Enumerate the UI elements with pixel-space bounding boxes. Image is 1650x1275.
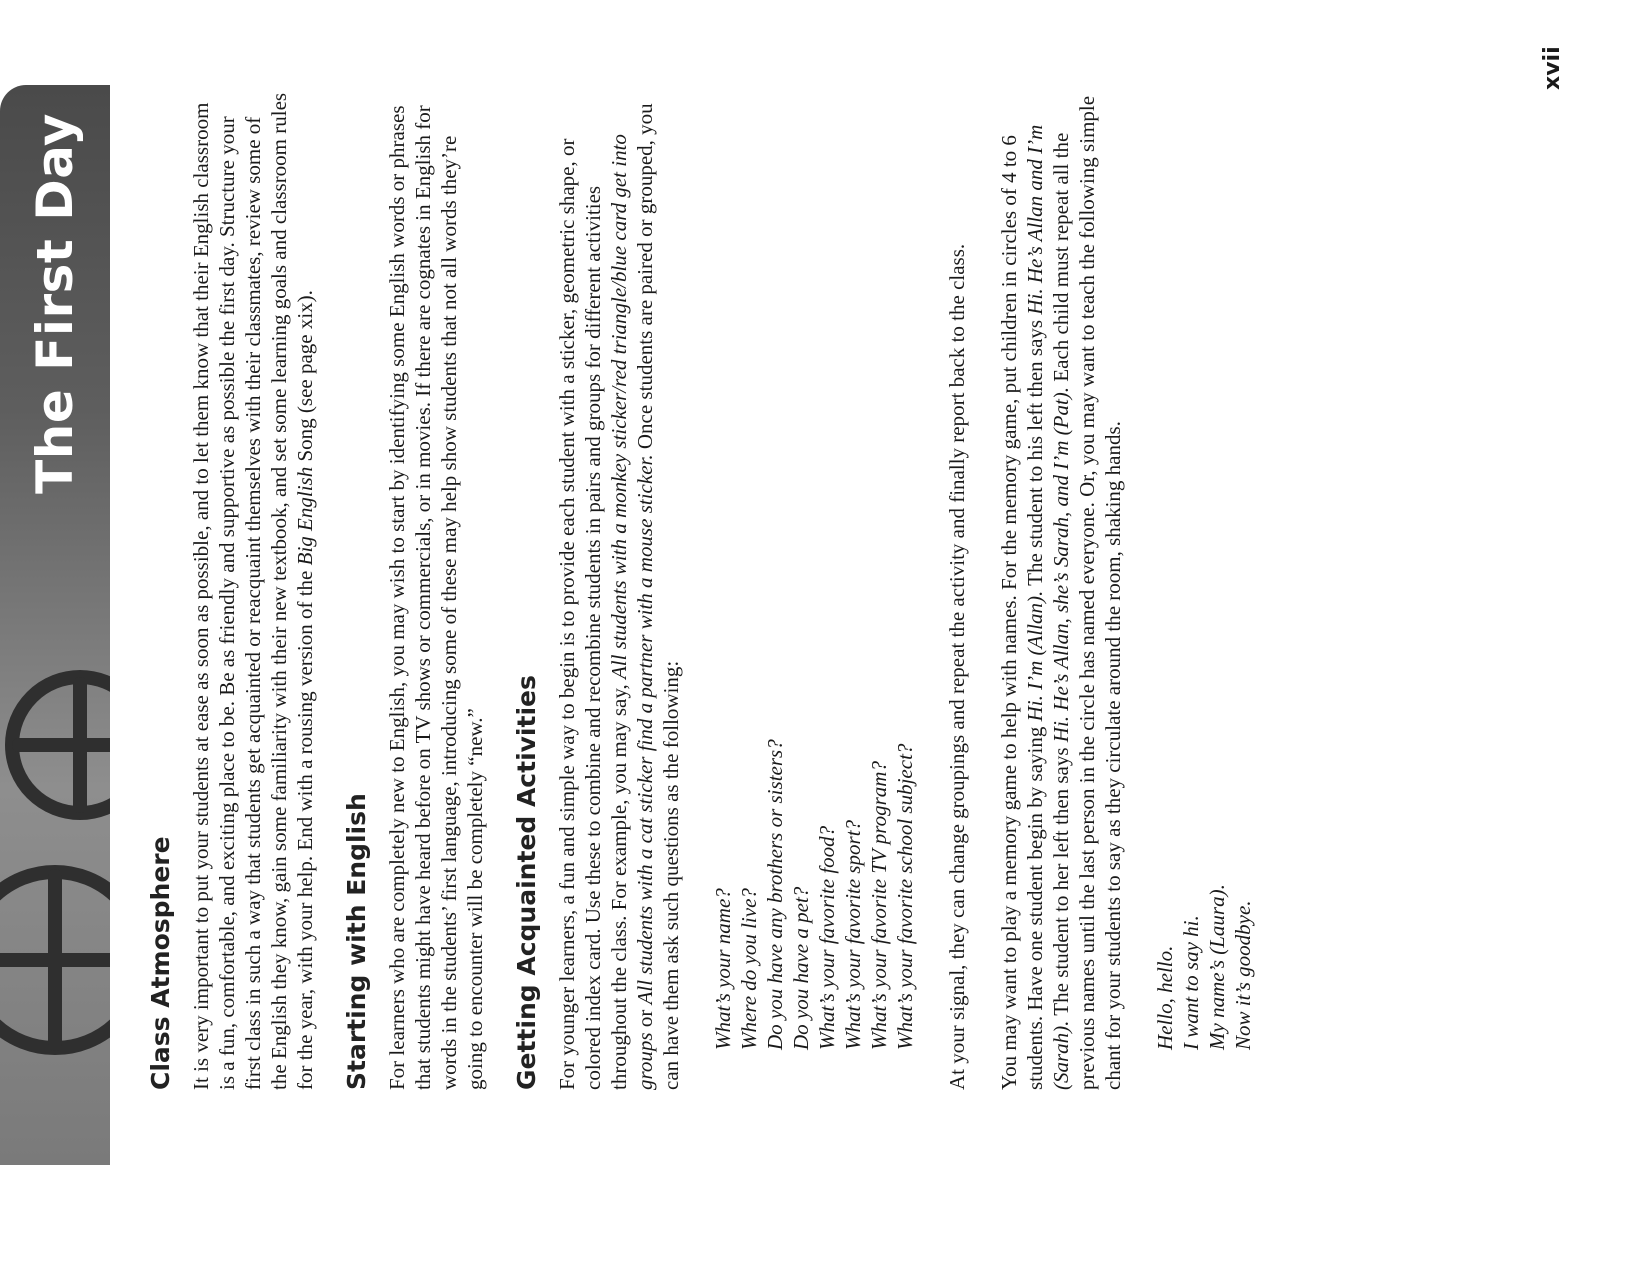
text: Song (see page xix). [293,290,317,467]
paragraph [188,90,318,1090]
paragraph: At your signal, they can change groupings and repeat the activity and finally report back to the class. [945,243,969,1090]
text: You may want to play a memory game to help with names. For the memory game, put children in circles of 4 to 6 students. Have one student begin by saying [997,135,1047,1090]
list-item: Hello, hello. [1153,945,1177,1050]
section-heading: Getting Acquainted Activities [512,675,541,1090]
text-italic: All students with a cat sticker find a partner with a mouse sticker. [633,454,657,1005]
text-italic: Hi. He’s Allan and I’m (Sarah). [1023,124,1073,1090]
list-item: What’s your favorite food? [815,825,839,1050]
section-getting-acquainted [514,90,1256,1090]
list-item: What’s your favorite school subject? [893,743,917,1050]
text: For younger learners, a fun and simple way to begin is to provide each student with a sticker, geometric shape, or colored index card. Use these to combine and recombine students in pairs and groups for different activities throughout the class. For example, you may say, [555,138,631,1090]
section-heading: Starting with English [342,793,371,1090]
list-item: Now it’s goodbye. [1231,900,1255,1050]
section-heading: Class Atmosphere [146,836,175,1090]
text: Once students are paired or grouped, you can have them ask such questions as the following: [633,103,683,1090]
page-title: The First Day [26,113,84,494]
text-italic: Hi. He’s Allan, she’s Sarah, and I’m (Pat). [1049,386,1073,743]
text: The student to his left then says [1023,314,1047,591]
main-content [148,90,1282,1090]
paragraph: For learners who are completely new to English, you may wish to start by identifying some English words or phrases that students might have heard before on TV shows or commercials, or in movies. If there are cognates in English for words in the students’ first language, introducing some of these may help show students that not all words they’re going to encounter will be completely “new.” [385,105,487,1090]
list-item: What’s your name? [711,888,735,1050]
list-item: Where do you live? [737,888,761,1050]
list-item: Do you have any brothers or sisters? [763,739,787,1050]
paragraph [554,90,684,1090]
section-starting-with-english [344,90,488,1090]
text: It is very important to put your students at ease as soon as possible, and to let them know that their English classroom is a fun, comfortable, and exciting place to be. Be as friendly and supportive as possible the first day. Structure your first class in such a way that students get acquainted or reacquaint themselves with their classmates, review some of the English they know, gain some familiarity with their new textbook, and set some learning goals and classroom rules for the year, with your help. End with a rousing version of the [189,92,317,1090]
globe-icon [0,865,110,1055]
text-italic: All students with a monkey sticker/red triangle/blue card get into groups [607,134,657,1090]
section-class-atmosphere [148,90,318,1090]
chant-list [1152,90,1256,1050]
text-italic: Big English [293,466,317,566]
list-item: My name’s (Laura). [1205,884,1229,1050]
list-item: What’s your favorite TV program? [867,761,891,1050]
paragraph [996,90,1126,1090]
globe-icon [5,670,110,820]
text-italic: Hi. I’m (Allan). [1023,590,1047,722]
text: or [633,1004,657,1033]
header-banner [0,85,110,1165]
list-item: Do you have a pet? [789,886,813,1050]
text: The student to her left then says [1049,742,1073,1021]
page-number: xvii [1540,46,1565,90]
list-item: I want to say hi. [1179,915,1203,1050]
text: Each child must repeat all the previous names until the last person in the circle has named everyone. Or, you may want to teach the following simple chant for your students to say as they circulate around the room, shaking hands. [1049,95,1125,1090]
question-list [710,90,918,1050]
list-item: What’s your favorite sport? [841,819,865,1050]
